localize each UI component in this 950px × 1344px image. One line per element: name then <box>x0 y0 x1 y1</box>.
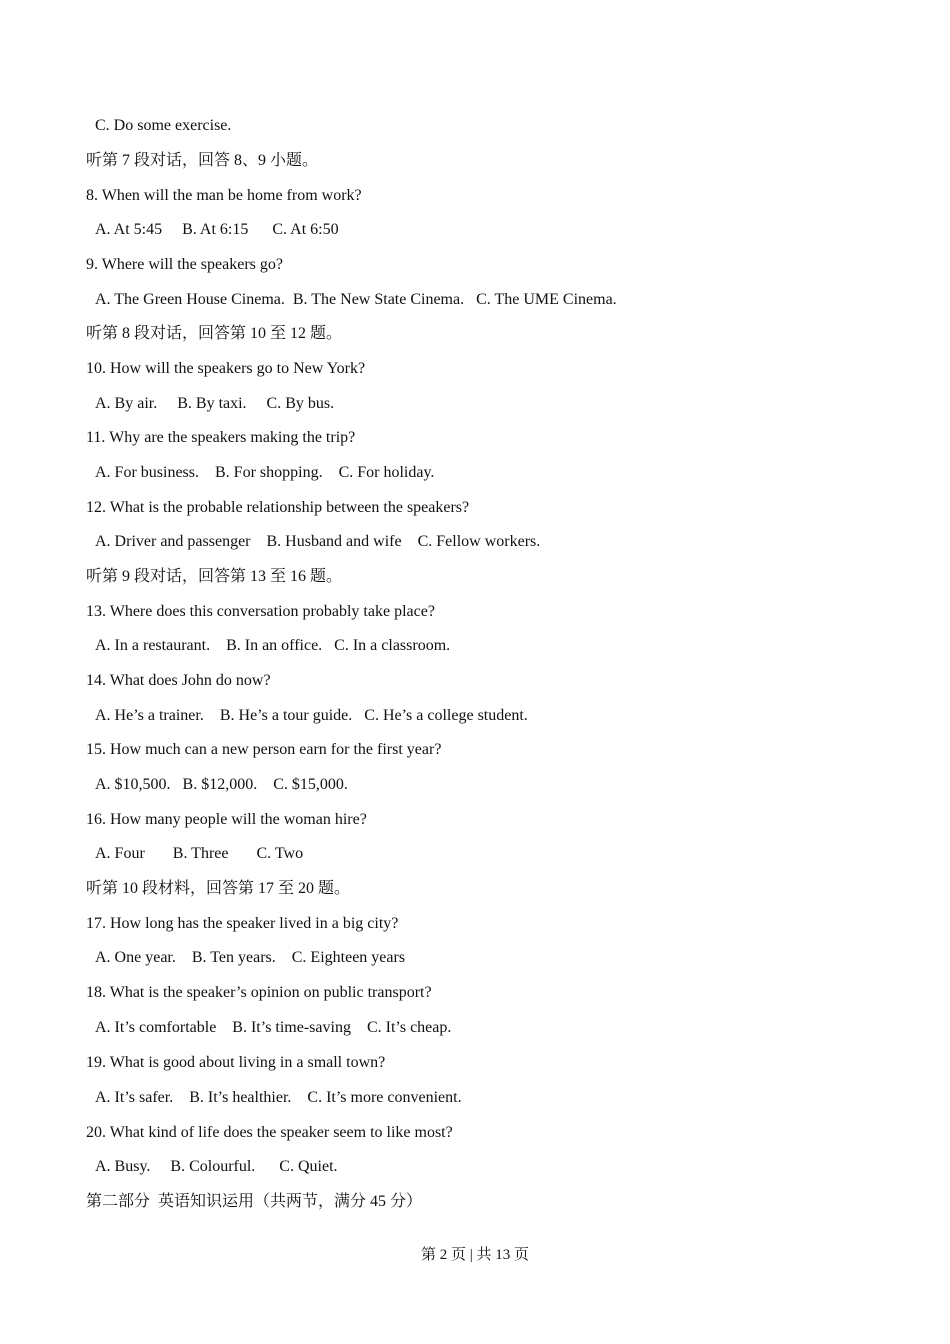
question-11: 11. Why are the speakers making the trip? <box>86 429 356 446</box>
question-15: 15. How much can a new person earn for the first year? <box>86 741 442 758</box>
options-20: A. Busy. B. Colourful. C. Quiet. <box>95 1158 338 1175</box>
part-heading: 第二部分 英语知识运用（共两节，满分 45 分） <box>86 1193 423 1210</box>
section-instruction: 听第 9 段对话，回答第 13 至 16 题。 <box>86 568 343 585</box>
options-16: A. Four B. Three C. Two <box>95 845 304 862</box>
question-20: 20. What kind of life does the speaker seem to like most? <box>86 1124 453 1141</box>
question-18: 18. What is the speaker’s opinion on public transport? <box>86 984 432 1001</box>
options-19: A. It’s safer. B. It’s healthier. C. It’s more convenient. <box>95 1089 462 1106</box>
question-14: 14. What does John do now? <box>86 672 271 689</box>
options-11: A. For business. B. For shopping. C. For holiday. <box>95 464 435 481</box>
options-15: A. $10,500. B. $12,000. C. $15,000. <box>95 776 348 793</box>
question-9: 9. Where will the speakers go? <box>86 256 283 273</box>
options-18: A. It’s comfortable B. It’s time-saving C. It’s cheap. <box>95 1019 452 1036</box>
question-16: 16. How many people will the woman hire? <box>86 811 367 828</box>
question-8: 8. When will the man be home from work? <box>86 187 362 204</box>
question-19: 19. What is good about living in a small town? <box>86 1054 386 1071</box>
question-13: 13. Where does this conversation probably take place? <box>86 603 435 620</box>
question-12: 12. What is the probable relationship between the speakers? <box>86 499 470 516</box>
options-9: A. The Green House Cinema. B. The New State Cinema. C. The UME Cinema. <box>95 291 617 308</box>
option-line: C. Do some exercise. <box>95 117 232 134</box>
section-instruction: 听第 10 段材料，回答第 17 至 20 题。 <box>86 880 351 897</box>
question-17: 17. How long has the speaker lived in a big city? <box>86 915 399 932</box>
options-13: A. In a restaurant. B. In an office. C. In a classroom. <box>95 637 451 654</box>
options-14: A. He’s a trainer. B. He’s a tour guide. C. He’s a college student. <box>95 707 528 724</box>
options-12: A. Driver and passenger B. Husband and wife C. Fellow workers. <box>95 533 541 550</box>
options-17: A. One year. B. Ten years. C. Eighteen years <box>95 949 406 966</box>
section-instruction: 听第 8 段对话，回答第 10 至 12 题。 <box>86 325 343 342</box>
question-10: 10. How will the speakers go to New York? <box>86 360 366 377</box>
options-10: A. By air. B. By taxi. C. By bus. <box>95 395 335 412</box>
page-footer: 第 2 页 | 共 13 页 <box>420 1247 529 1263</box>
options-8: A. At 5:45 B. At 6:15 C. At 6:50 <box>95 221 339 238</box>
section-instruction: 听第 7 段对话，回答 8、9 小题。 <box>86 152 319 169</box>
